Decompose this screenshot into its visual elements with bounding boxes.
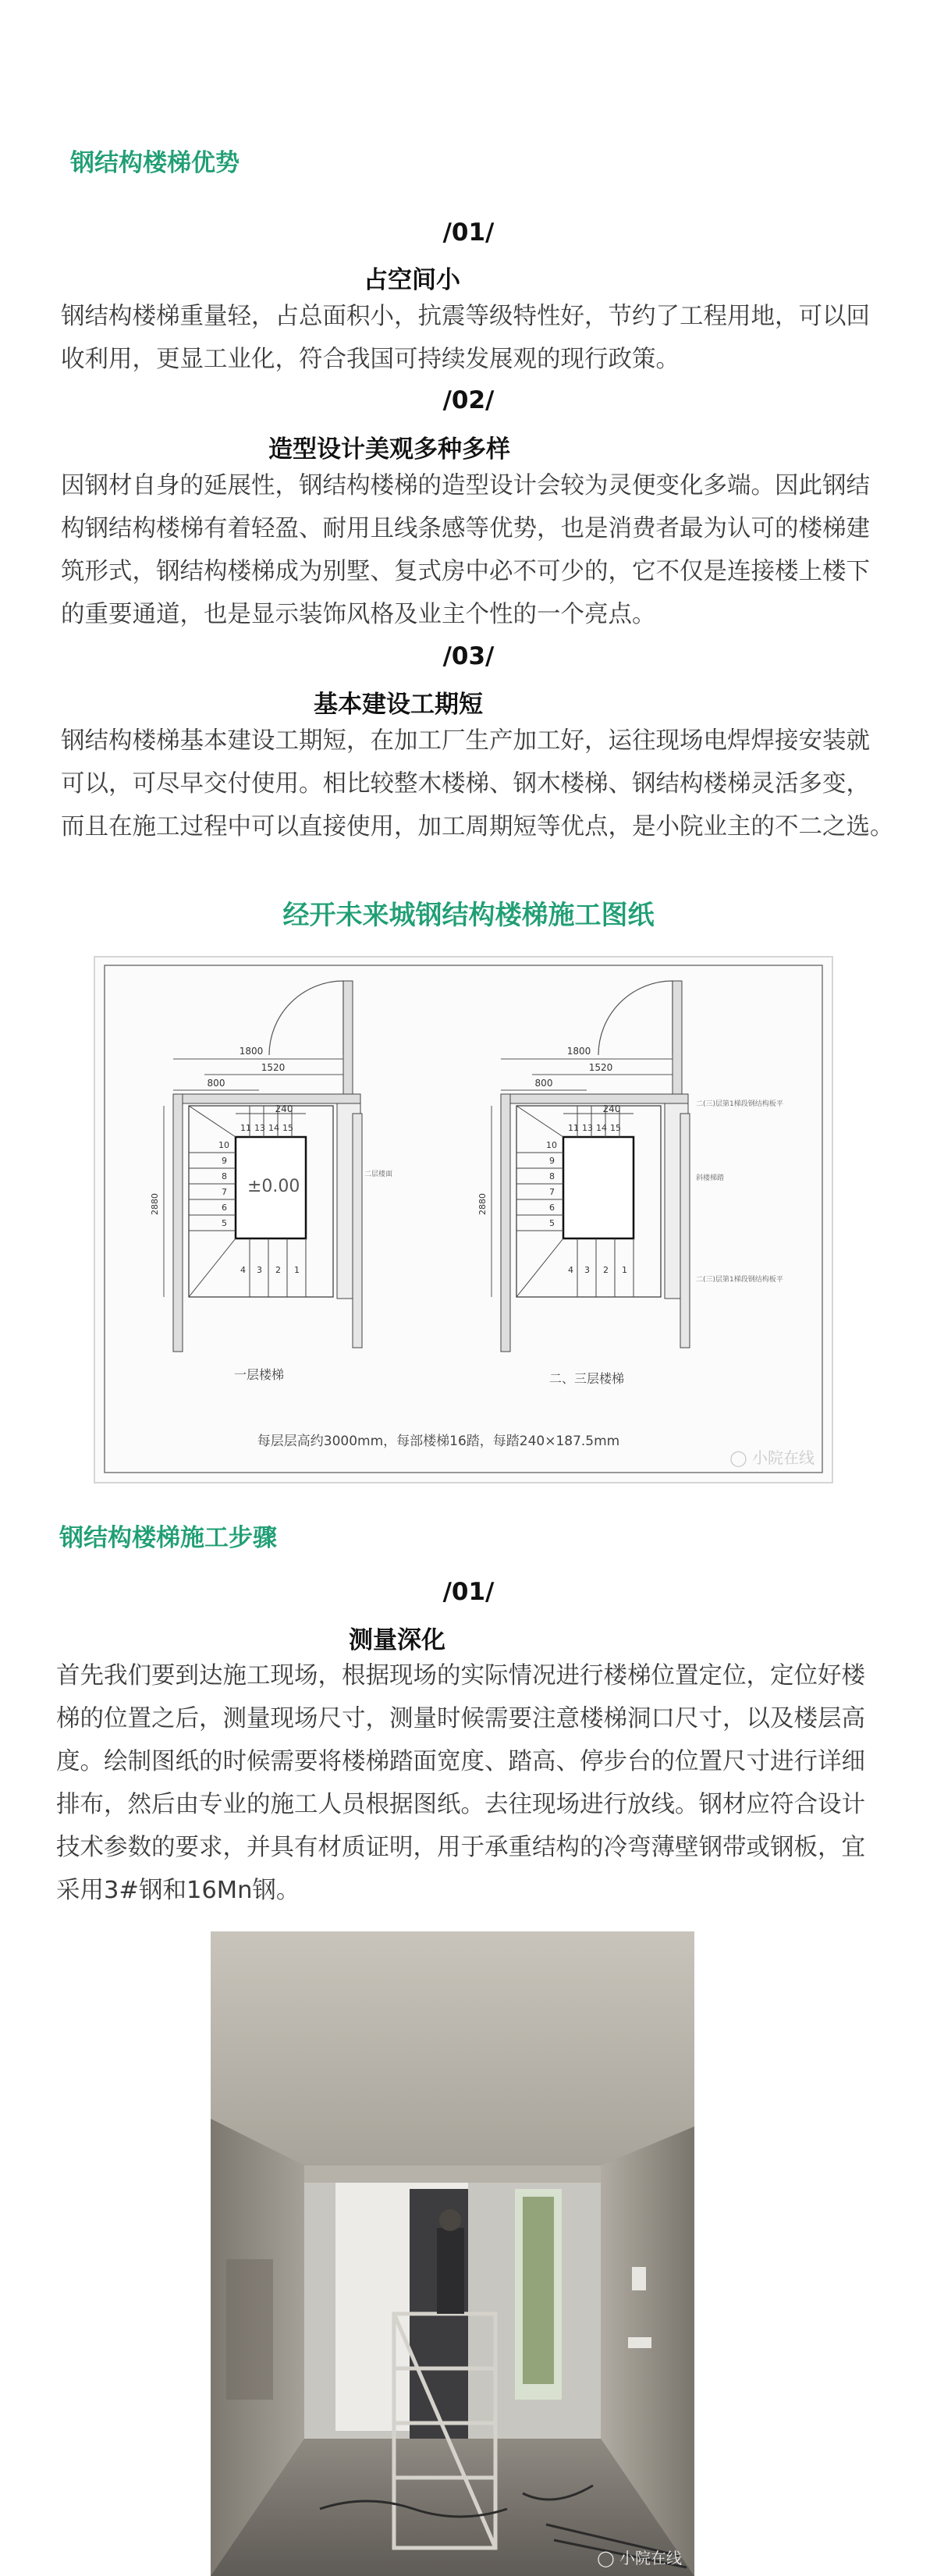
paragraph-line: 采用3#钢和16Mn钢。 xyxy=(56,1877,300,1904)
paragraph-line: 排布，然后由专业的施工人员根据图纸。去往现场进行放线。钢材应符合设计 xyxy=(56,1791,865,1818)
item-title: 测量深化 xyxy=(349,1626,445,1654)
paragraph xyxy=(61,464,903,636)
item-title: 基本建设工期短 xyxy=(314,691,483,719)
paragraph-line: 可以，可尽早交付使用。相比较整木楼梯、钢木楼梯、钢结构楼梯灵活多变， xyxy=(61,770,870,798)
note-right-1: 二(三)层第1梯段钢结构板平 xyxy=(696,1100,783,1108)
wechat-icon: ◯ xyxy=(597,2549,615,2567)
svg-text:5: 5 xyxy=(549,1218,555,1228)
construction-site-photo xyxy=(211,1931,694,2576)
item-number: /01/ xyxy=(442,1578,495,1606)
svg-text:14: 14 xyxy=(596,1123,607,1133)
stair-plan-first-floor xyxy=(150,981,392,1382)
item-number: /01/ xyxy=(442,219,495,247)
paragraph-line: 的重要通道，也是显示装饰风格及业主个性的一个亮点。 xyxy=(61,601,656,628)
paragraph-line: 钢结构楼梯基本建设工期短，在加工厂生产加工好，运往现场电焊焊接安装就 xyxy=(61,727,870,755)
stair-plan-upper-floors xyxy=(477,981,783,1386)
note-right-2: 斜楼梯踏 xyxy=(696,1174,725,1182)
item-title: 占空间小 xyxy=(364,266,460,294)
svg-text:6: 6 xyxy=(222,1203,227,1213)
paragraph-line: 因钢材自身的延展性，钢结构楼梯的造型设计会较为灵便变化多端。因此钢结 xyxy=(61,472,870,499)
dim-240: 240 xyxy=(275,1103,293,1114)
svg-text:1: 1 xyxy=(294,1265,300,1275)
elevation-label: ±0.00 xyxy=(247,1177,300,1196)
svg-text:9: 9 xyxy=(222,1156,227,1166)
item-title: 造型设计美观多种多样 xyxy=(268,435,510,464)
paragraph xyxy=(61,295,903,381)
svg-text:8: 8 xyxy=(222,1171,227,1181)
dim-240-right: 240 xyxy=(602,1103,621,1114)
paragraph xyxy=(61,720,903,848)
dim-2880: 2880 xyxy=(150,1193,160,1215)
paragraph-line: 度。绘制图纸的时候需要将楼梯踏面宽度、踏高、停步台的位置尺寸进行详细 xyxy=(56,1748,865,1775)
paragraph-line: 而且在施工过程中可以直接使用，加工周期短等优点，是小院业主的不二之选。 xyxy=(61,813,894,840)
paragraph-line: 收利用，更显工业化，符合我国可持续发展观的现行政策。 xyxy=(61,346,680,373)
paragraph-line: 筑形式，钢结构楼梯成为别墅、复式房中必不可少的，它不仅是连接楼上楼下 xyxy=(61,558,870,585)
svg-text:9: 9 xyxy=(549,1156,555,1166)
dim-2880-right: 2880 xyxy=(477,1193,488,1215)
svg-text:3: 3 xyxy=(257,1265,262,1275)
section-heading-advantages: 钢结构楼梯优势 xyxy=(70,149,240,177)
note-right-3: 二(三)层第1梯段钢结构板平 xyxy=(696,1276,783,1284)
svg-text:7: 7 xyxy=(549,1187,555,1197)
svg-text:15: 15 xyxy=(610,1123,621,1133)
dim-1520-right: 1520 xyxy=(588,1062,613,1073)
svg-text:13: 13 xyxy=(254,1123,265,1133)
svg-text:5: 5 xyxy=(222,1218,227,1228)
svg-text:11: 11 xyxy=(568,1123,579,1133)
construction-drawing xyxy=(94,956,833,1483)
paragraph-line: 构钢结构楼梯有着轻盈、耐用且线条感等优势，也是消费者最为认可的楼梯建 xyxy=(61,515,870,542)
svg-text:3: 3 xyxy=(584,1265,590,1275)
watermark-text: 小院在线 xyxy=(619,2549,682,2567)
item-number: /02/ xyxy=(442,386,495,414)
section-heading-steps: 钢结构楼梯施工步骤 xyxy=(59,1524,277,1552)
photo-watermark xyxy=(597,2546,682,2568)
svg-text:4: 4 xyxy=(240,1265,246,1275)
dim-1800-right: 1800 xyxy=(566,1046,591,1057)
drawing-watermark xyxy=(729,1445,815,1468)
dim-1800: 1800 xyxy=(239,1046,264,1057)
plan-label-first: 一层楼梯 xyxy=(233,1367,285,1382)
paragraph-line: 梯的位置之后，测量现场尺寸，测量时候需要注意楼梯洞口尺寸，以及楼层高 xyxy=(56,1705,865,1732)
svg-text:13: 13 xyxy=(582,1123,593,1133)
drawing-section-title: 经开未来城钢结构楼梯施工图纸 xyxy=(282,900,655,931)
svg-text:2: 2 xyxy=(275,1265,281,1275)
svg-text:6: 6 xyxy=(549,1203,555,1213)
svg-text:14: 14 xyxy=(268,1123,279,1133)
svg-text:4: 4 xyxy=(568,1265,573,1275)
svg-text:1: 1 xyxy=(622,1265,627,1275)
paragraph-line: 首先我们要到达施工现场，根据现场的实际情况进行楼梯位置定位，定位好楼 xyxy=(56,1662,865,1690)
svg-text:7: 7 xyxy=(222,1187,227,1197)
item-number: /03/ xyxy=(442,642,495,670)
dim-1520: 1520 xyxy=(261,1062,286,1073)
svg-text:2: 2 xyxy=(603,1265,609,1275)
note-left: 二层楼面 xyxy=(364,1171,393,1178)
paragraph-line: 钢结构楼梯重量轻，占总面积小，抗震等级特性好，节约了工程用地，可以回 xyxy=(61,303,870,330)
dim-800-right: 800 xyxy=(534,1078,553,1089)
svg-text:11: 11 xyxy=(240,1123,251,1133)
svg-text:15: 15 xyxy=(282,1123,293,1133)
svg-text:10: 10 xyxy=(218,1140,229,1150)
wechat-icon: ◯ xyxy=(729,1448,747,1467)
paragraph-line: 技术参数的要求，并具有材质证明，用于承重结构的冷弯薄壁钢带或钢板，宜 xyxy=(56,1834,865,1861)
paragraph xyxy=(56,1654,899,1912)
watermark-text: 小院在线 xyxy=(752,1448,815,1467)
svg-text:8: 8 xyxy=(549,1171,555,1181)
drawing-caption: 每层层高约3000mm，每部楼梯16踏，每踏240×187.5mm xyxy=(257,1434,620,1449)
plan-label-upper: 二、三层楼梯 xyxy=(548,1371,625,1386)
svg-text:10: 10 xyxy=(546,1140,557,1150)
dim-800: 800 xyxy=(207,1078,225,1089)
